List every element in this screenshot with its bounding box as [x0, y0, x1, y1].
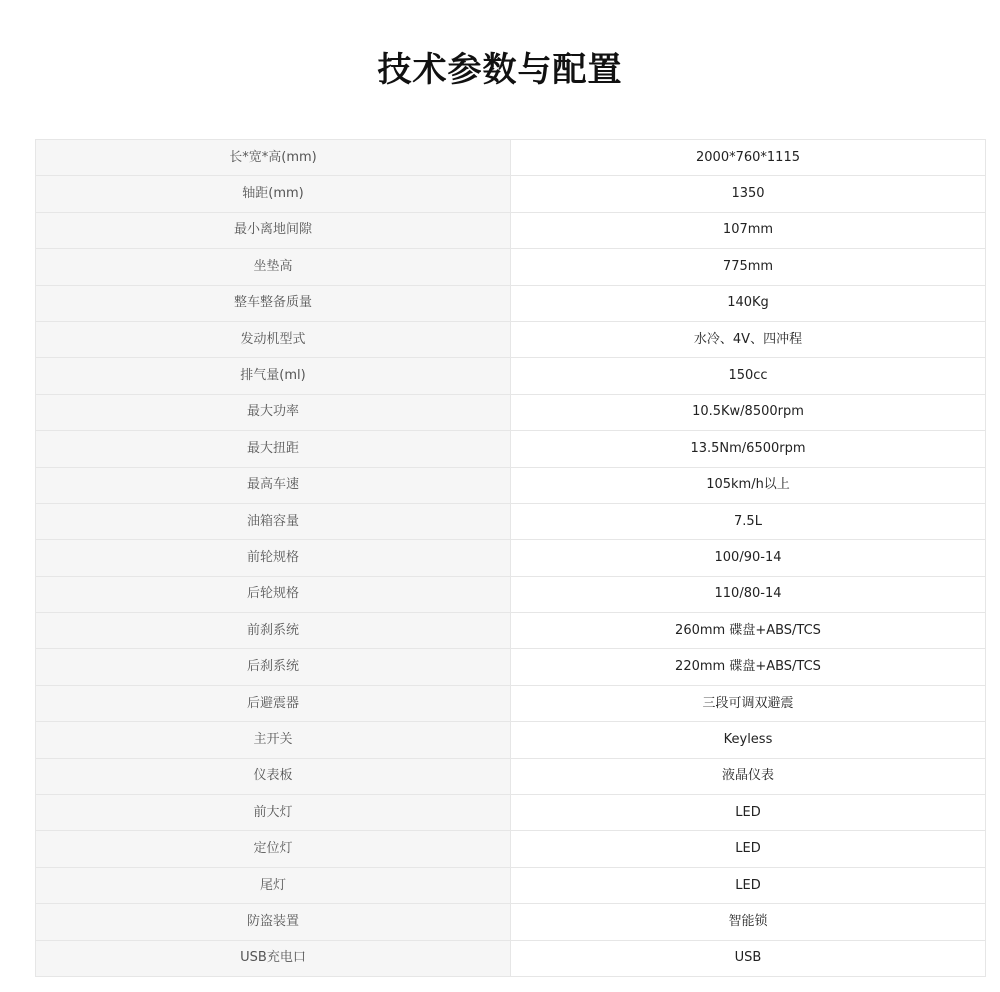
spec-label: 长*宽*高(mm) — [36, 140, 511, 176]
table-row — [36, 285, 986, 321]
spec-value: 105km/h以上 — [511, 467, 986, 503]
table-row — [36, 795, 986, 831]
table-row — [36, 249, 986, 285]
table-row — [36, 321, 986, 357]
table-row — [36, 358, 986, 394]
spec-value: 智能锁 — [511, 904, 986, 940]
spec-value: 13.5Nm/6500rpm — [511, 431, 986, 467]
spec-label: 整车整备质量 — [36, 285, 511, 321]
spec-value: Keyless — [511, 722, 986, 758]
spec-label: 最大扭距 — [36, 431, 511, 467]
spec-label: 后轮规格 — [36, 576, 511, 612]
table-row — [36, 176, 986, 212]
table-row — [36, 576, 986, 612]
spec-value: 110/80-14 — [511, 576, 986, 612]
spec-label: 最大功率 — [36, 394, 511, 430]
spec-value: LED — [511, 831, 986, 867]
page-title: 技术参数与配置 — [377, 50, 623, 90]
table-row — [36, 649, 986, 685]
spec-label: 后刹系统 — [36, 649, 511, 685]
spec-label: USB充电口 — [36, 940, 511, 976]
spec-label: 后避震器 — [36, 685, 511, 721]
spec-value: 液晶仪表 — [511, 758, 986, 794]
spec-label: 轴距(mm) — [36, 176, 511, 212]
spec-value: 7.5L — [511, 503, 986, 539]
table-row — [36, 431, 986, 467]
spec-value: 107mm — [511, 212, 986, 248]
spec-table-body — [36, 140, 986, 977]
spec-value: 1350 — [511, 176, 986, 212]
spec-value: 150cc — [511, 358, 986, 394]
spec-label: 尾灯 — [36, 867, 511, 903]
spec-value: LED — [511, 795, 986, 831]
spec-value: LED — [511, 867, 986, 903]
spec-label: 最高车速 — [36, 467, 511, 503]
table-row — [36, 467, 986, 503]
table-row — [36, 722, 986, 758]
table-row — [36, 904, 986, 940]
table-row — [36, 940, 986, 976]
spec-value: 水冷、4V、四冲程 — [511, 321, 986, 357]
table-row — [36, 212, 986, 248]
table-row — [36, 831, 986, 867]
spec-label: 主开关 — [36, 722, 511, 758]
table-row — [36, 867, 986, 903]
spec-value: 260mm 碟盘+ABS/TCS — [511, 613, 986, 649]
table-row — [36, 140, 986, 176]
table-row — [36, 503, 986, 539]
spec-label: 定位灯 — [36, 831, 511, 867]
spec-value: USB — [511, 940, 986, 976]
spec-label: 前大灯 — [36, 795, 511, 831]
spec-label: 油箱容量 — [36, 503, 511, 539]
table-row — [36, 685, 986, 721]
spec-label: 前轮规格 — [36, 540, 511, 576]
table-row — [36, 540, 986, 576]
spec-label: 防盗装置 — [36, 904, 511, 940]
spec-value: 220mm 碟盘+ABS/TCS — [511, 649, 986, 685]
table-row — [36, 613, 986, 649]
spec-label: 坐垫高 — [36, 249, 511, 285]
spec-value: 2000*760*1115 — [511, 140, 986, 176]
spec-value: 140Kg — [511, 285, 986, 321]
spec-value: 三段可调双避震 — [511, 685, 986, 721]
spec-value: 775mm — [511, 249, 986, 285]
spec-label: 最小离地间隙 — [36, 212, 511, 248]
spec-label: 仪表板 — [36, 758, 511, 794]
spec-value: 10.5Kw/8500rpm — [511, 394, 986, 430]
spec-label: 排气量(ml) — [36, 358, 511, 394]
spec-label: 前刹系统 — [36, 613, 511, 649]
table-row — [36, 758, 986, 794]
spec-label: 发动机型式 — [36, 321, 511, 357]
table-row — [36, 394, 986, 430]
spec-table — [35, 139, 986, 977]
spec-value: 100/90-14 — [511, 540, 986, 576]
